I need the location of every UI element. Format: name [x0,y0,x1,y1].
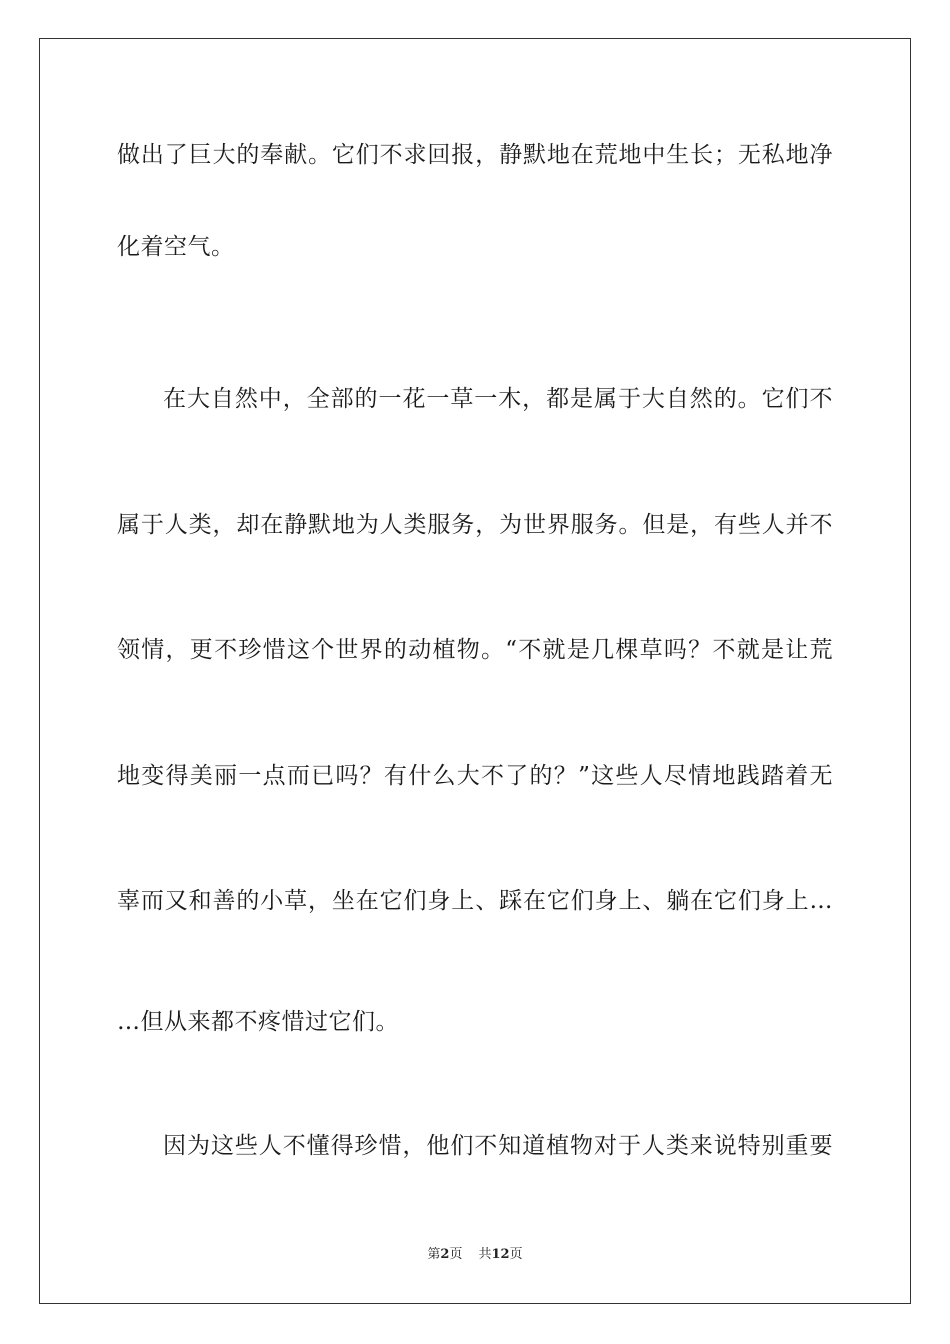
page-number-suffix: 页 [449,1247,463,1262]
page-number-current: 2 [440,1247,450,1262]
text-line-9: 因为这些人不懂得珍惜，他们不知道植物对于人类来说特别重要 [163,1133,833,1159]
text-line-7: 辜而又和善的小草，坐在它们身上、踩在它们身上、躺在它们身上… [117,888,833,914]
text-line-2: 化着空气。 [117,234,235,260]
page-frame [39,38,911,1304]
total-pages-suffix: 页 [509,1247,523,1262]
text-line-5: 领情，更不珍惜这个世界的动植物。“不就是几棵草吗？不就是让荒 [117,637,833,663]
text-line-6: 地变得美丽一点而已吗？有什么大不了的？”这些人尽情地践踏着无 [117,763,833,789]
page-footer [0,1246,950,1264]
text-line-4: 属于人类，却在静默地为人类服务，为世界服务。但是，有些人并不 [117,512,833,538]
text-line-3: 在大自然中，全部的一花一草一木，都是属于大自然的。它们不 [163,386,833,412]
total-pages-count: 12 [491,1247,510,1262]
total-pages-prefix: 共 [478,1247,492,1262]
text-line-8: …但从来都不疼惜过它们。 [117,1009,399,1035]
page-number-prefix: 第 [427,1247,441,1262]
text-line-1: 做出了巨大的奉献。它们不求回报，静默地在荒地中生长；无私地净 [117,142,833,168]
